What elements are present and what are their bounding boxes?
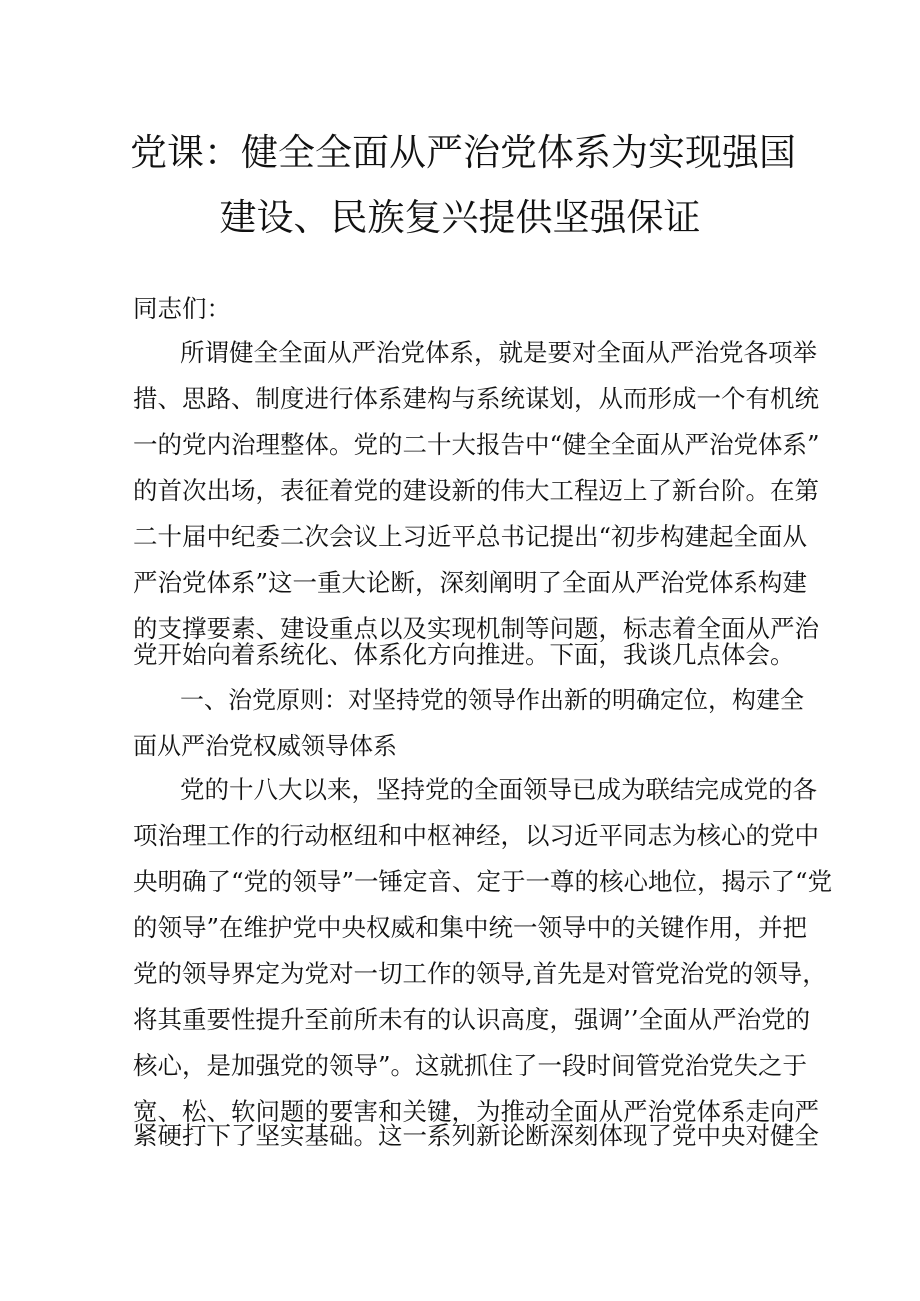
paragraph-1-line: 的首次出场，表征着党的建设新的伟大工程迈上了新台阶。在第 [133, 476, 819, 505]
paragraph-2-line: 将其重要性提升至前所未有的认识高度，强调’’全面从严治党的 [133, 1005, 811, 1034]
paragraph-1-line: 的支撑要素、建设重点以及实现机制等问题，标志着全面从严治 [133, 614, 819, 643]
paragraph-2-line: 的领导”在维护党中央权威和集中统一领导中的关键作用，并把 [133, 913, 808, 942]
paragraph-1-line: 二十届中纪委二次会议上习近平总书记提出“初步构建起全面从 [133, 522, 808, 551]
paragraph-2-line: 宽、松、软问题的要害和关键，为推动全面从严治党体系走向严 [133, 1097, 819, 1126]
paragraph-1-line: 措、思路、制度进行体系建构与系统谋划，从而形成一个有机统 [133, 384, 819, 413]
document-title-line-2: 建设、民族复兴提供坚强保证 [219, 196, 701, 239]
paragraph-1-line: 严治党体系”这一重大论断，深刻阐明了全面从严治党体系构建 [133, 568, 808, 597]
paragraph-1-line: 党开始向着系统化、体系化方向推进。下面，我谈几点体会。 [133, 640, 795, 669]
paragraph-1-line: 一的党内治理整体。党的二十大报告中“健全全面从严治党体系” [133, 430, 820, 459]
paragraph-2-line: 党的十八大以来，坚持党的全面领导已成为联结完成党的各 [180, 775, 817, 804]
paragraph-2-line: 党的领导界定为党对一切工作的领导,首先是对管党治党的领导， [133, 959, 827, 988]
section-heading-line: 一、治党原则：对坚持党的领导作出新的明确定位，构建全 [180, 686, 804, 714]
paragraph-1-line: 所谓健全全面从严治党体系，就是要对全面从严治党各项举 [180, 338, 817, 367]
paragraph-2-line: 核心，是加强党的领导”。这就抓住了一段时间管党治党失之于 [133, 1051, 808, 1080]
paragraph-2-line: 紧硬打下了坚实基础。这一系列新论断深刻体现了党中央对健全 [133, 1121, 819, 1150]
section-heading-line: 面从严治党权威领导体系 [133, 732, 397, 760]
salutation: 同志们： [133, 294, 231, 323]
paragraph-2-line: 央明确了“党的领导”一锤定音、定于一尊的核心地位，揭示了“党 [133, 867, 833, 896]
paragraph-2-line: 项治理工作的行动枢纽和中枢神经，以习近平同志为核心的党中 [133, 821, 819, 850]
document-title-line-1: 党课：健全全面从严治党体系为实现强国 [130, 131, 796, 174]
